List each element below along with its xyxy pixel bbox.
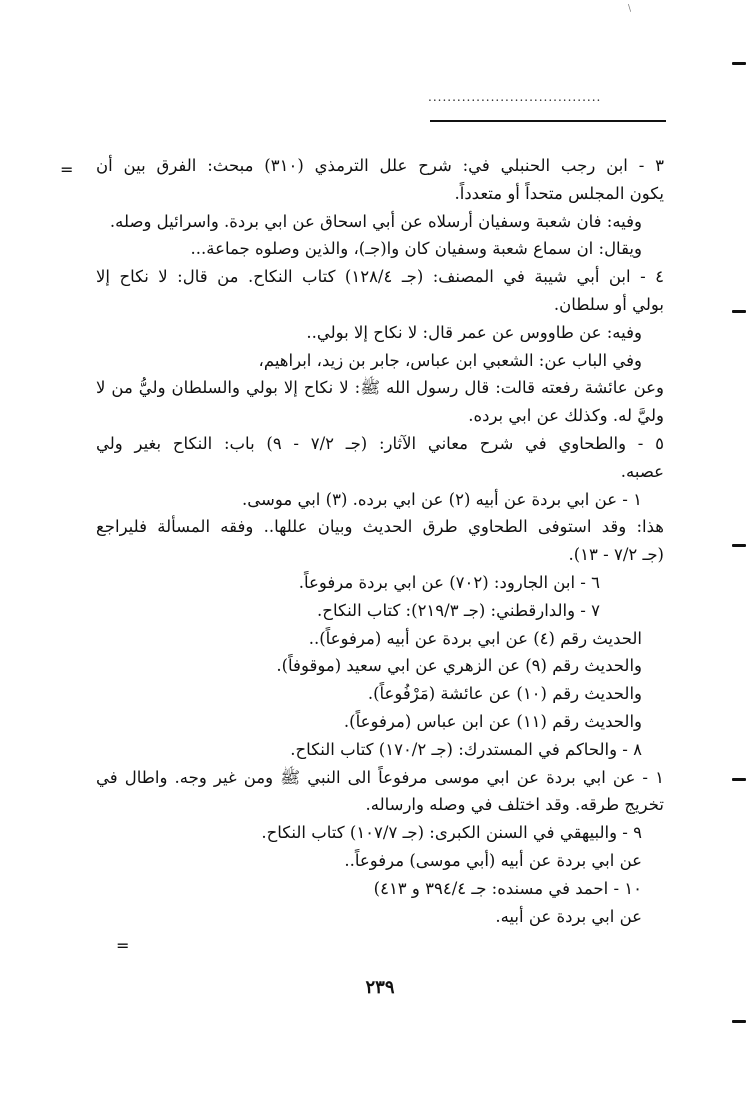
text-line: تخريج طرقه. وقد اختلف في وصله وارساله. <box>365 795 664 815</box>
text-line: ١٠ - احمد في مسنده: جـ ٣٩٤/٤ و ٤١٣) <box>373 878 642 898</box>
text-line: بولي أو سلطان. <box>553 294 664 314</box>
corner-tick-mark: \ <box>628 4 632 14</box>
text-line: ١ - عن ابي بردة عن ابي موسى مرفوعاً الى النبي ﷺ ومن غير وجه. واطال في <box>96 767 664 787</box>
text-line: ٦ - ابن الجارود: (٧٠٢) عن ابي بردة مرفوعاً. <box>298 572 600 592</box>
text-line: ٩ - والبيهقي في السنن الكبرى: (جـ ١٠٧/٧) كتاب النكاح. <box>261 823 642 843</box>
text-line: عصبه. <box>620 461 664 481</box>
text-line: ٧ - والدارقطني: (جـ ٢١٩/٣): كتاب النكاح. <box>317 600 600 620</box>
continuation-mark-top: = <box>60 160 74 179</box>
text-line: وعن عائشة رفعته قالت: قال رسول الله ﷺ: لا نكاح إلا بولي والسلطان وليُّ من لا <box>96 378 664 398</box>
text-line: والحديث رقم (١١) عن ابن عباس (مرفوعاً). <box>343 711 642 731</box>
text-line: ويقال: ان سماع شعبة وسفيان كان وا(جـ)، والذين وصلوه جماعة... <box>190 239 642 259</box>
body-text <box>96 152 664 930</box>
text-line: ٨ - والحاكم في المستدرك: (جـ ١٧٠/٢) كتاب النكاح. <box>290 739 642 759</box>
text-line: وفيه: عن طاووس عن عمر قال: لا نكاح إلا بولي.. <box>306 322 642 342</box>
text-line: يكون المجلس متحداً أو متعدداً. <box>454 183 664 203</box>
text-line: والحديث رقم (١٠) عن عائشة (مَرْفُوعاً). <box>367 684 642 704</box>
header-dotted-line: .................................... <box>428 90 602 104</box>
edge-mark <box>732 62 746 65</box>
continuation-mark-bottom: = <box>116 936 130 955</box>
text-line: والحديث رقم (٩) عن الزهري عن ابي سعيد (موقوفاً). <box>276 656 642 676</box>
text-line: ٤ - ابن أبي شيبة في المصنف: (جـ ١٢٨/٤) كتاب النكاح. من قال: لا نكاح إلا <box>96 267 664 287</box>
text-line: (جـ ٧/٢ - ١٣). <box>568 545 664 565</box>
text-line: وفي الباب عن: الشعبي ابن عباس، جابر بن زيد، ابراهيم، <box>258 350 642 370</box>
edge-mark <box>732 544 746 547</box>
text-line: وفيه: فان شعبة وسفيان أرسلاه عن أبي اسحاق عن ابي بردة. واسرائيل وصله. <box>109 211 642 231</box>
text-line: عن ابي بردة عن أبيه (أبي موسى) مرفوعاً.. <box>344 850 642 870</box>
text-line: عن ابي بردة عن أبيه. <box>495 906 642 926</box>
text-line: الحديث رقم (٤) عن ابي بردة عن أبيه (مرفوعاً).. <box>308 628 642 648</box>
page-number: ٢٣٩ <box>365 977 395 998</box>
text-line: ٥ - والطحاوي في شرح معاني الآثار: (جـ ٧/٢ - ٩) باب: النكاح بغير ولي <box>96 433 664 453</box>
edge-mark <box>732 778 746 781</box>
edge-mark <box>732 310 746 313</box>
text-line: ١ - عن ابي بردة عن أبيه (٢) عن ابي برده. (٣) ابي موسى. <box>242 489 642 509</box>
text-line: ٣ - ابن رجب الحنبلي في: شرح علل الترمذي (٣١٠) مبحث: الفرق بين أن <box>96 156 664 175</box>
header-rule <box>430 120 666 122</box>
text-line: هذا: وقد استوفى الطحاوي طرق الحديث وبيان عللها.. وفقه المسألة فليراجع <box>96 517 664 537</box>
edge-mark <box>732 1020 746 1023</box>
text-line: وليَّ له. وكذلك عن ابي برده. <box>468 406 664 426</box>
